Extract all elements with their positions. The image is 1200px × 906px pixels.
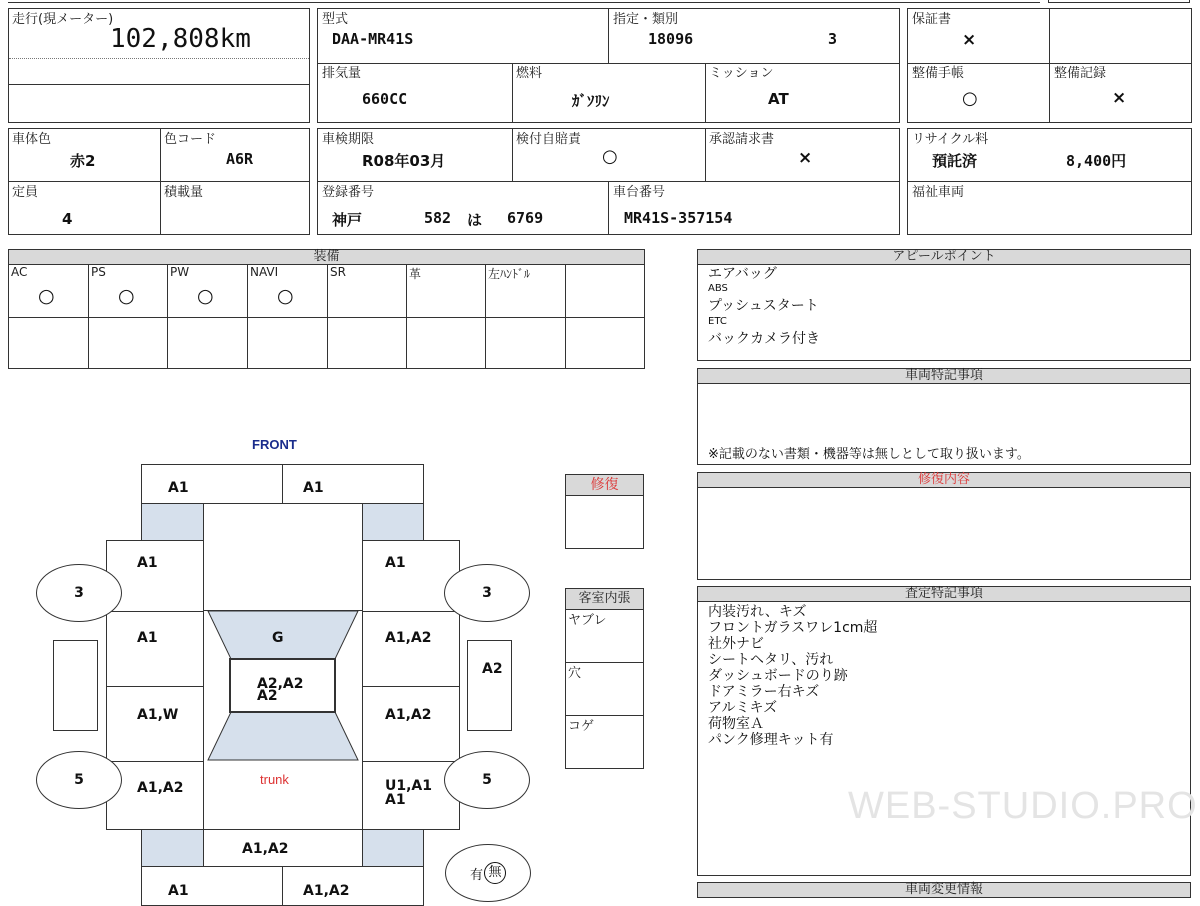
capacity-label: 定員 [12, 185, 39, 200]
insurance-value: ○ [602, 146, 618, 167]
equipment-value: ○ [118, 285, 135, 307]
color-code-value: A6R [226, 150, 254, 168]
mileage-row2-line [9, 84, 309, 85]
front-label: FRONT [252, 437, 297, 452]
inspection-value: R08年03月 [362, 152, 446, 170]
assessment-line: パンク修理キット有 [708, 732, 834, 748]
part-value: A1,A2 [385, 707, 432, 723]
appeal-line: バックカメラ付き [708, 331, 820, 347]
recycle-status: 預託済 [932, 152, 978, 170]
mileage-value: 102,808km [110, 24, 251, 54]
model-value: DAA-MR41S [332, 30, 414, 48]
equipment-label: 左ﾊﾝﾄﾞﾙ [488, 267, 531, 281]
left-rear-door [106, 686, 204, 762]
front-right-pillar [362, 503, 424, 541]
wheel-rear-left: 5 [36, 751, 122, 809]
front-bumper-left [141, 464, 283, 504]
equipment-blank-cell [247, 317, 328, 369]
equipment-label: SR [330, 265, 346, 279]
assessment-line: ダッシュボードのり跡 [708, 668, 848, 684]
rear-right-pillar [362, 829, 424, 867]
assessment-line: アルミキズ [708, 700, 778, 716]
right-side-step [467, 640, 512, 731]
equipment-blank-cell [565, 317, 645, 369]
appeal-line: ETC [708, 316, 727, 327]
equipment-title: 装備 [8, 249, 645, 265]
top-edge-line [8, 0, 1040, 3]
repair-box-title: 修復 [565, 474, 644, 496]
recycle-label: リサイクル料 [912, 132, 989, 147]
part-value: A1 [168, 883, 189, 899]
interior-row-label: コゲ [568, 719, 595, 734]
registration-place: 神戸 [332, 211, 363, 229]
left-rear-quarter [106, 761, 204, 830]
assessment-title: 査定特記事項 [697, 586, 1191, 602]
insurance-label: 検付自賠責 [516, 132, 582, 147]
registration-number: 6769 [507, 209, 544, 227]
front-bumper-right [282, 464, 424, 504]
equipment-blank-cell [485, 317, 566, 369]
appeal-line: ABS [708, 283, 728, 294]
designation-class: 3 [828, 30, 838, 48]
designation-number: 18096 [648, 30, 694, 48]
spare-label: 有 [469, 867, 483, 883]
left-front-fender [106, 540, 204, 612]
equipment-label: PS [91, 265, 106, 279]
equipment-blank-cell [167, 317, 248, 369]
color-code-label: 色コード [164, 132, 217, 147]
spare-tire [445, 844, 531, 902]
recycle-amount: 8,400円 [1066, 152, 1127, 170]
equipment-value: ○ [197, 285, 214, 307]
hood-area [203, 503, 363, 611]
equipment-label: AC [11, 265, 28, 279]
part-value: A1,A2 [242, 841, 289, 857]
capacity-value: 4 [62, 210, 73, 228]
welfare-label: 福祉車両 [912, 185, 965, 200]
trunk-label: trunk [260, 772, 289, 787]
windshield-value: G [272, 630, 284, 646]
wheel-front-right: 3 [444, 564, 530, 622]
part-value: A1,W [137, 707, 179, 723]
load-capacity-label: 積載量 [164, 185, 204, 200]
part-value: A1,A2 [137, 780, 184, 796]
rear-bumper-right [282, 866, 424, 906]
watermark: WEB-STUDIO.PRO [848, 785, 1198, 827]
approval-label: 承認請求書 [709, 132, 775, 147]
part-value: A1 [168, 480, 189, 496]
right-side-value: A2 [482, 661, 503, 677]
equipment-value: ○ [277, 285, 294, 307]
part-value: A1 [385, 555, 406, 571]
vehicle-change-title: 車両変更情報 [697, 882, 1191, 898]
fuel-label: 燃料 [516, 66, 543, 81]
part-value: A2 [257, 688, 278, 704]
wheel-rear-right: 5 [444, 751, 530, 809]
part-value: A1 [303, 480, 324, 496]
spare-none-mark: 無 [484, 862, 506, 884]
appeal-line: プッシュスタート [708, 298, 819, 314]
mission-label: ミッション [709, 66, 774, 81]
repair-details-box [697, 487, 1191, 580]
rear-gate [203, 829, 363, 867]
maintenance-book-value: ○ [962, 88, 978, 109]
interior-row-label: 穴 [568, 666, 582, 681]
displacement-label: 排気量 [322, 66, 362, 81]
assessment-line: ドアミラー右キズ [708, 684, 820, 700]
right-rear-door [362, 686, 460, 762]
equipment-value: ○ [38, 285, 55, 307]
registration-kana: は [467, 211, 483, 229]
approval-value: × [798, 148, 813, 168]
equipment-blank-cell [8, 317, 89, 369]
assessment-line: 社外ナビ [708, 636, 764, 652]
assessment-line: 内装汚れ、キズ [708, 604, 807, 620]
part-value: A1,A2 [303, 883, 350, 899]
front-left-pillar [141, 503, 204, 541]
maintenance-record-value: × [1112, 88, 1127, 108]
chassis-label: 車台番号 [613, 185, 666, 200]
fuel-value: ｶﾞｿﾘﾝ [572, 92, 610, 110]
interior-row-label: ヤブレ [568, 613, 607, 628]
part-value: A1 [137, 555, 158, 571]
registration-label: 登録番号 [322, 185, 375, 200]
warranty-label: 保証書 [912, 12, 952, 27]
displacement-value: 660CC [362, 90, 408, 108]
interior-title: 客室内張 [565, 588, 644, 610]
repair-box-body [565, 495, 644, 549]
inspection-label: 車検期限 [322, 132, 375, 147]
registration-class-no: 582 [424, 209, 452, 227]
left-front-door [106, 611, 204, 687]
chassis-value: MR41S-357154 [624, 209, 733, 227]
appeal-title: アピールポイント [697, 249, 1191, 265]
model-label: 型式 [322, 12, 349, 27]
special-notes-note: ※記載のない書類・機器等は無しとして取り扱います。 [708, 447, 1030, 462]
wheel-front-left: 3 [36, 564, 122, 622]
part-value: A1,A2 [385, 630, 432, 646]
maintenance-book-label: 整備手帳 [912, 66, 965, 81]
mileage-divider [9, 58, 309, 59]
warranty-value: × [962, 30, 977, 50]
appeal-line: エアバッグ [708, 266, 777, 282]
part-value: A2,A2 [257, 676, 304, 692]
rear-bumper-left [141, 866, 283, 906]
left-side-step [53, 640, 98, 731]
special-notes-title: 車両特記事項 [697, 368, 1191, 384]
equipment-blank-cell [88, 317, 168, 369]
assessment-line: フロントガラスワレ1cm超 [708, 620, 878, 636]
top-edge-box [1048, 0, 1190, 3]
equipment-label: 革 [409, 267, 422, 281]
equipment-blank-cell [406, 317, 486, 369]
body-color-label: 車体色 [12, 132, 52, 147]
assessment-line: シートヘタリ、汚れ [708, 652, 834, 668]
equipment-blank-cell [327, 317, 407, 369]
part-value: U1,A1 [385, 778, 433, 794]
mileage-label: 走行(現メーター) [12, 12, 114, 27]
equipment-label: NAVI [250, 265, 279, 279]
mission-value: AT [768, 90, 789, 108]
warranty-blank-cell [1049, 8, 1192, 64]
roof-panel [229, 658, 336, 713]
rear-left-pillar [141, 829, 204, 867]
maintenance-record-label: 整備記録 [1054, 66, 1107, 81]
equipment-cell [565, 264, 645, 318]
part-value: A1 [385, 792, 406, 808]
right-front-door [362, 611, 460, 687]
body-color-value: 赤2 [70, 152, 96, 170]
repair-details-title: 修復内容 [697, 472, 1191, 488]
designation-label: 指定・類別 [613, 12, 679, 27]
equipment-label: PW [170, 265, 190, 279]
part-value: A1 [137, 630, 158, 646]
assessment-line: 荷物室Ａ [708, 716, 764, 732]
